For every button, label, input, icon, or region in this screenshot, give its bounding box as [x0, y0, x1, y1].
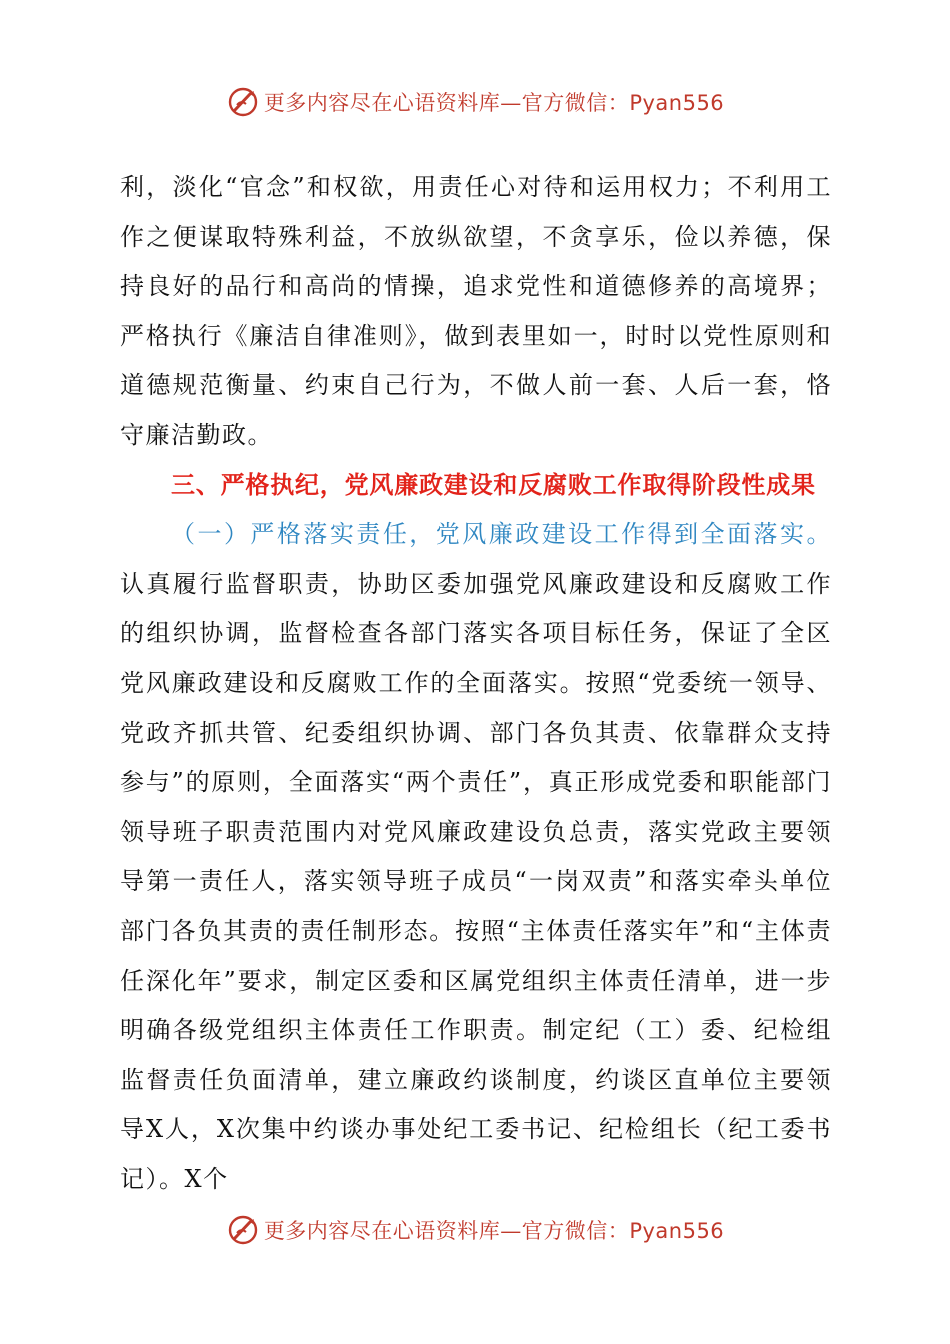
banner-wechat-id: Pyan556: [629, 1219, 725, 1243]
banner-wechat-id: Pyan556: [629, 91, 725, 115]
document-body: [120, 163, 832, 1204]
subsection-text: 认真履行监督职责，协助区委加强党风廉政建设和反腐败工作的组织协调，监督检查各部门落实各项目标任务，保证了全区党风廉政建设和反腐败工作的全面落实。按照“党委统一领导、党政齐抓共管、纪委组织协调、部门各负其责、依靠群众支持参与”的原则，全面落实“两个责任”，真正形成党委和职能部门领导班子职责范围内对党风廉政建设负总责，落实党政主要领导第一责任人，落实领导班子成员“一岗双责”和落实牵头单位部门各负其责的责任制形态。按照“主体责任落实年”和“主体责任深化年”要求，制定区委和区属党组织主体责任清单，进一步明确各级党组织主体责任工作职责。制定纪（工）委、纪检组监督责任负面清单，建立廉政约谈制度，约谈区直单位主要领导X人，X次集中约谈办事处纪工委书记、纪检组长（纪工委书记）。X个: [120, 569, 832, 1193]
banner-label: 更多内容尽在心语资料库—官方微信：: [263, 91, 630, 115]
continuation-paragraph: 利，淡化“官念”和权欲，用责任心对待和运用权力；不利用工作之便谋取特殊利益，不放纵欲望，不贪享乐，俭以养德，保持良好的品行和高尚的情操，追求党性和道德修养的高境界；严格执行《廉洁自律准则》，做到表里如一，时时以党性原则和道德规范衡量、约束自己行为，不做人前一套、人后一套，恪守廉洁勤政。: [120, 173, 832, 449]
pen-logo-icon: [226, 1213, 260, 1247]
banner-text: [264, 1215, 724, 1245]
subsection-paragraph: [120, 510, 832, 1204]
footer-watermark-banner: [0, 1208, 950, 1252]
pen-logo-icon: [226, 85, 260, 119]
banner-text: [264, 87, 724, 117]
banner-label: 更多内容尽在心语资料库—官方微信：: [263, 1219, 630, 1243]
header-watermark-banner: [0, 80, 950, 124]
subsection-heading: （一）严格落实责任，党风廉政建设工作得到全面落实。: [171, 520, 832, 549]
section-heading: 三、严格执纪，党风廉政建设和反腐败工作取得阶段性成果: [171, 470, 816, 499]
